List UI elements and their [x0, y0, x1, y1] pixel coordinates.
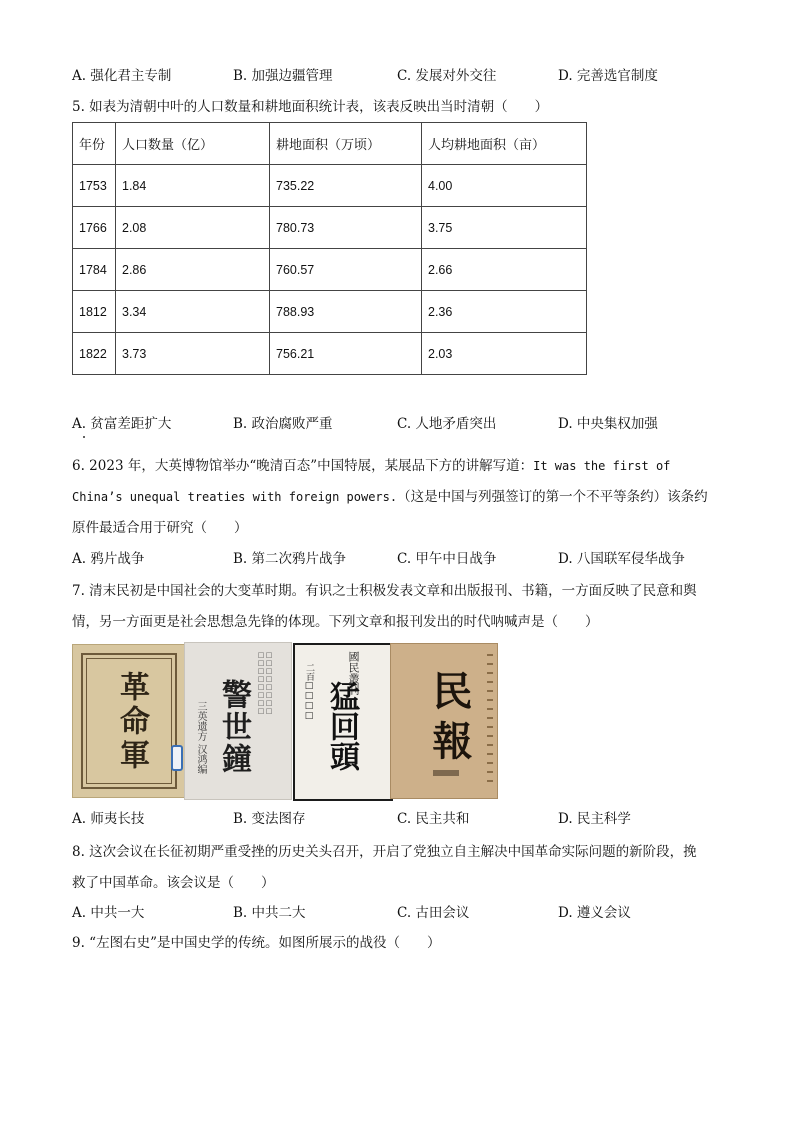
- table-cell: 2.86: [116, 249, 270, 291]
- table-cell: 1812: [73, 291, 116, 333]
- q7-option-d: D. 民主科学: [558, 811, 631, 827]
- q4-option-d: D. 完善选官制度: [558, 68, 658, 84]
- table-header: 人均耕地面积（亩）: [422, 123, 587, 165]
- table-cell: 3.34: [116, 291, 270, 333]
- table-cell: 4.00: [422, 165, 587, 207]
- q4-option-b: B. 加强边疆管理: [233, 68, 333, 84]
- table-cell: 788.93: [270, 291, 422, 333]
- q8-line-2: 救了中国革命。该会议是（ ）: [72, 875, 275, 891]
- q6-text: 6. 2023 年，大英博物馆举办“晚清百态”中国特展，某展品下方的讲解写道：: [72, 458, 534, 474]
- q5-option-d: D. 中央集权加强: [558, 416, 658, 432]
- table-row: [73, 207, 587, 249]
- q6-line-2: [72, 487, 708, 507]
- q6-english: China’s unequal treaties with foreign powers.: [72, 490, 398, 504]
- q6-option-c: C. 甲午中日战争: [397, 551, 497, 567]
- table-cell: 3.75: [422, 207, 587, 249]
- table-header: 人口数量（亿）: [116, 123, 270, 165]
- table-cell: 760.57: [270, 249, 422, 291]
- q7-option-c: C. 民主共和: [397, 811, 470, 827]
- table-header: 年份: [73, 123, 116, 165]
- table-cell: 3.73: [116, 333, 270, 375]
- table-header: 耕地面积（万顷）: [270, 123, 422, 165]
- q5-option-b: B. 政治腐败严重: [233, 416, 333, 432]
- cover-side-text: 三英遗方 汉鸿编: [195, 701, 206, 775]
- q6-english: It was the first of: [533, 459, 671, 473]
- q7-line-1: 7. 清末民初是中国社会的大变革时期。有识之士积极发表文章和出版报刊、书籍，一方面反映了民意和舆: [72, 583, 697, 599]
- q7-option-a: A. 师夷长技: [72, 811, 145, 827]
- table-cell: 2.66: [422, 249, 587, 291]
- q6-text: （这是中国与列强签订的第一个不平等条约）该条约: [397, 489, 708, 505]
- table-cell: 735.22: [270, 165, 422, 207]
- cover-title: 警世鐘: [216, 679, 251, 775]
- cover-title: 猛回頭: [324, 681, 359, 771]
- table-header-row: [73, 123, 587, 165]
- q5-option-c: C. 人地矛盾突出: [397, 416, 497, 432]
- q4-option-c: C. 发展对外交往: [397, 68, 497, 84]
- table-cell: 2.08: [116, 207, 270, 249]
- q4-option-a: A. 强化君主专制: [72, 68, 172, 84]
- table-cell: 1784: [73, 249, 116, 291]
- table-cell: 1.84: [116, 165, 270, 207]
- table-cell: 1766: [73, 207, 116, 249]
- cover-jingshi-zhong: □□□□□□□□ □□□□□□□□ 警世鐘 三英遗方 汉鸿编: [184, 642, 292, 800]
- table-cell: 1753: [73, 165, 116, 207]
- table-row: [73, 165, 587, 207]
- cover-meng-hui-tou: 國民叢刊 二百□□□□ 猛回頭: [293, 643, 393, 801]
- cover-title: 革命軍: [114, 671, 149, 773]
- table-row: [73, 291, 587, 333]
- table-row: [73, 249, 587, 291]
- q8-option-b: B. 中共二大: [233, 905, 306, 921]
- q6-line-1: [72, 456, 670, 476]
- table-cell: 1822: [73, 333, 116, 375]
- table-cell: 2.03: [422, 333, 587, 375]
- q6-option-a: A. 鸦片战争: [72, 551, 145, 567]
- q9-line-1: 9. “左图右史”是中国史学的传统。如图所展示的战役（ ）: [72, 935, 441, 951]
- q8-option-d: D. 遵义会议: [558, 905, 631, 921]
- q6-line-3: 原件最适合用于研究（ ）: [72, 520, 248, 536]
- stray-dot: [83, 436, 85, 438]
- q5-stem: 5. 如表为清朝中叶的人口数量和耕地面积统计表，该表反映出当时清朝（ ）: [72, 99, 549, 115]
- cover-geming-jun: [72, 644, 186, 798]
- q5-option-a: A. 贫富差距扩大: [72, 416, 172, 432]
- q8-line-1: 8. 这次会议在长征初期严重受挫的历史关头召开，开启了党独立自主解决中国革命实际问题的新阶段，挽: [72, 844, 697, 860]
- cover-side-text: 國民叢刊: [347, 651, 360, 695]
- population-table: [72, 122, 587, 375]
- q8-option-a: A. 中共一大: [72, 905, 145, 921]
- cover-title: 民報: [426, 670, 473, 770]
- q6-option-d: D. 八国联军侵华战争: [558, 551, 685, 567]
- q7-line-2: 情，另一方面更是社会思想急先锋的体现。下列文章和报刊发出的时代呐喊声是（ ）: [72, 614, 599, 630]
- q6-option-b: B. 第二次鸦片战争: [233, 551, 347, 567]
- cover-min-bao: [390, 643, 498, 799]
- table-cell: 2.36: [422, 291, 587, 333]
- q8-option-c: C. 古田会议: [397, 905, 470, 921]
- table-cell: 756.21: [270, 333, 422, 375]
- table-cell: 780.73: [270, 207, 422, 249]
- table-row: [73, 333, 587, 375]
- q7-option-b: B. 变法图存: [233, 811, 306, 827]
